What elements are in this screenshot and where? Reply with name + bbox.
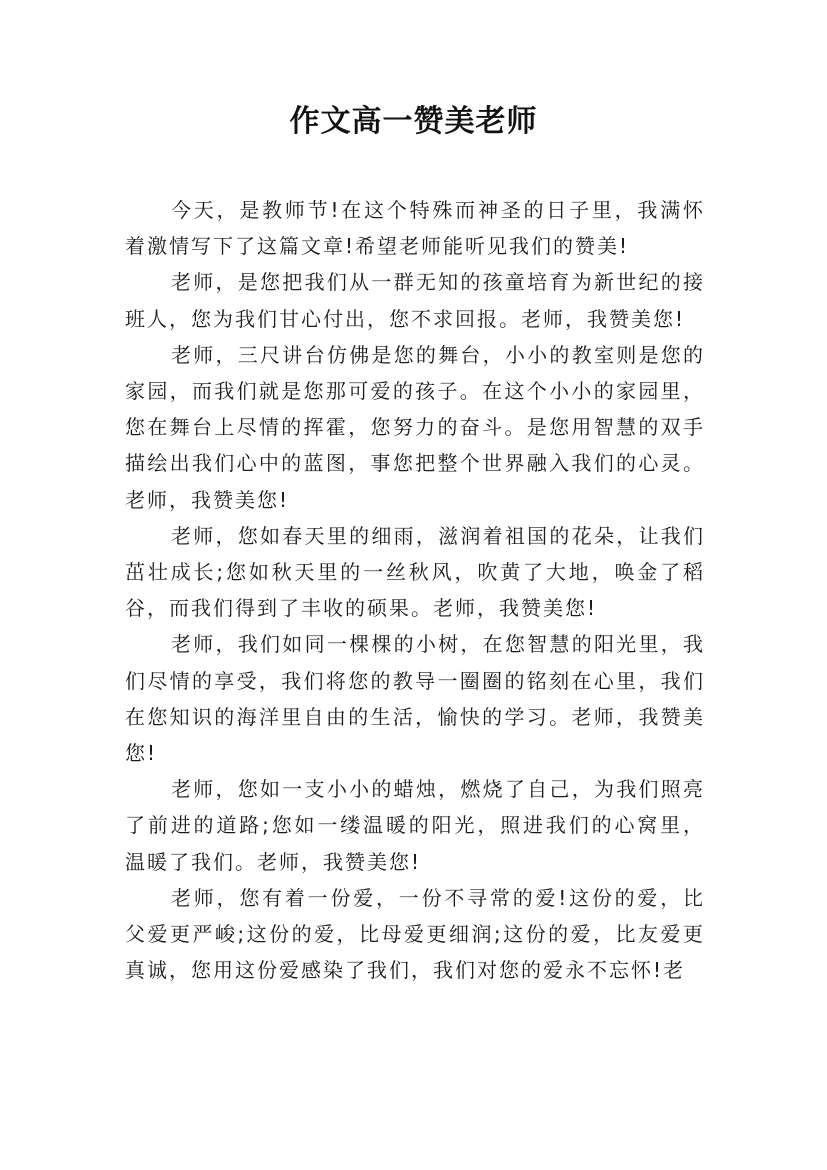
document-body bbox=[125, 192, 705, 988]
paragraph: 老师，是您把我们从一群无知的孩童培育为新世纪的接班人，您为我们甘心付出，您不求回报。老师，我赞美您! bbox=[125, 270, 705, 331]
paragraph: 老师，我们如同一棵棵的小树，在您智慧的阳光里，我们尽情的享受，我们将您的教导一圈圈的铭刻在心里，我们在您知识的海洋里自由的生活，愉快的学习。老师，我赞美您! bbox=[125, 632, 705, 766]
document-title: 作文高一赞美老师 bbox=[289, 104, 538, 139]
paragraph: 老师，您如一支小小的蜡烛，燃烧了自己，为我们照亮了前进的道路;您如一缕温暖的阳光，照进我们的心窝里，温暖了我们。老师，我赞美您! bbox=[125, 777, 705, 874]
paragraph: 老师，您如春天里的细雨，滋润着祖国的花朵，让我们茁壮成长;您如秋天里的一丝秋风，吹黄了大地，唤金了稻谷，而我们得到了丰收的硕果。老师，我赞美您! bbox=[125, 523, 705, 621]
paragraph: 老师，三尺讲台仿佛是您的舞台，小小的教室则是您的家园，而我们就是您那可爱的孩子。在这个小小的家园里，您在舞台上尽情的挥霍，您努力的奋斗。是您用智慧的双手描绘出我们心中的蓝图，事您把整个世界融入我们的心灵。老师，我赞美您! bbox=[125, 342, 705, 512]
paragraph: 老师，您有着一份爱，一份不寻常的爱!这份的爱，比父爱更严峻;这份的爱，比母爱更细润;这份的爱，比友爱更真诚，您用这份爱感染了我们，我们对您的爱永不忘怀!老 bbox=[125, 885, 705, 983]
paragraph: 今天，是教师节!在这个特殊而神圣的日子里，我满怀着激情写下了这篇文章!希望老师能听见我们的赞美! bbox=[125, 198, 705, 259]
